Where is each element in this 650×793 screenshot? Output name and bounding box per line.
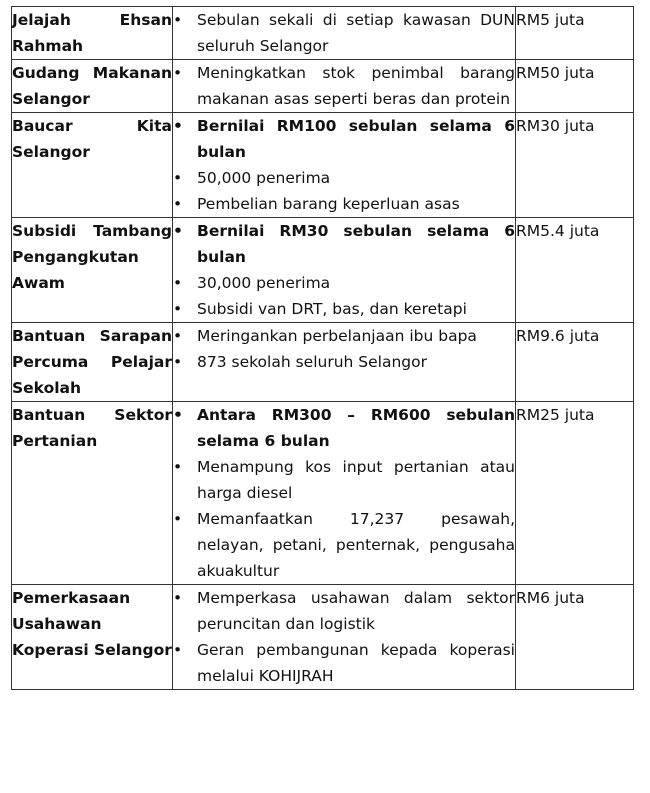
list-item — [173, 454, 515, 506]
list-item-text: 50,000 penerima — [197, 169, 331, 187]
list-item-text: Pembelian barang keperluan asas — [197, 195, 460, 213]
table-row — [12, 585, 634, 690]
list-item — [173, 637, 515, 689]
allocation-amount: RM30 juta — [516, 113, 634, 218]
bullet-icon: • — [173, 222, 183, 240]
list-item — [173, 7, 515, 59]
allocation-amount: RM5.4 juta — [516, 218, 634, 323]
bullet-icon: • — [173, 117, 183, 135]
list-item — [173, 402, 515, 454]
program-details — [173, 323, 516, 402]
list-item — [173, 60, 515, 112]
bullet-list — [173, 402, 515, 584]
list-item — [173, 296, 515, 322]
list-item — [173, 165, 515, 191]
program-details — [173, 402, 516, 585]
list-item — [173, 585, 515, 637]
list-item-text: Antara RM300 – RM600 sebulan selama 6 bulan — [197, 406, 515, 450]
list-item-text: Subsidi van DRT, bas, dan keretapi — [197, 300, 467, 318]
allocation-amount: RM6 juta — [516, 585, 634, 690]
bullet-icon: • — [173, 327, 183, 345]
bullet-list — [173, 113, 515, 217]
bullet-icon: • — [173, 195, 183, 213]
list-item — [173, 349, 515, 375]
bullet-icon: • — [173, 300, 183, 318]
list-item-text: Bernilai RM30 sebulan selama 6 bulan — [197, 222, 515, 266]
allocation-amount: RM9.6 juta — [516, 323, 634, 402]
table-row — [12, 218, 634, 323]
table-row — [12, 113, 634, 218]
program-name: Baucar Kita Selangor — [12, 113, 173, 218]
bullet-list — [173, 585, 515, 689]
bullet-list — [173, 60, 515, 112]
list-item-text: Meningkatkan stok penimbal barang makanan asas seperti beras dan protein — [197, 64, 515, 108]
program-details — [173, 7, 516, 60]
bullet-icon: • — [173, 510, 183, 528]
list-item — [173, 218, 515, 270]
bullet-icon: • — [173, 274, 183, 292]
list-item-text: Menampung kos input pertanian atau harga diesel — [197, 458, 515, 502]
list-item — [173, 113, 515, 165]
program-name: Bantuan Sarapan Percuma Pelajar Sekolah — [12, 323, 173, 402]
table-row — [12, 402, 634, 585]
program-name: Jelajah Ehsan Rahmah — [12, 7, 173, 60]
bullet-icon: • — [173, 169, 183, 187]
list-item-text: Bernilai RM100 sebulan selama 6 bulan — [197, 117, 515, 161]
list-item-text: Sebulan sekali di setiap kawasan DUN seluruh Selangor — [197, 11, 515, 55]
bullet-icon: • — [173, 589, 183, 607]
allocation-amount: RM5 juta — [516, 7, 634, 60]
allocation-amount: RM25 juta — [516, 402, 634, 585]
list-item — [173, 270, 515, 296]
bullet-list — [173, 323, 515, 375]
table-row — [12, 60, 634, 113]
list-item-text: 30,000 penerima — [197, 274, 331, 292]
bullet-list — [173, 7, 515, 59]
list-item-text: Memanfaatkan 17,237 pesawah, nelayan, petani, penternak, pengusaha akuakultur — [197, 510, 515, 580]
list-item — [173, 323, 515, 349]
table-row — [12, 323, 634, 402]
program-details — [173, 585, 516, 690]
bullet-icon: • — [173, 406, 183, 424]
list-item-text: Memperkasa usahawan dalam sektor peruncitan dan logistik — [197, 589, 515, 633]
program-name: Gudang Makanan Selangor — [12, 60, 173, 113]
aid-programs-table — [11, 6, 634, 690]
list-item — [173, 506, 515, 584]
list-item-text: 873 sekolah seluruh Selangor — [197, 353, 427, 371]
bullet-icon: • — [173, 64, 183, 82]
program-name: Bantuan Sektor Pertanian — [12, 402, 173, 585]
list-item-text: Meringankan perbelanjaan ibu bapa — [197, 327, 477, 345]
program-details — [173, 113, 516, 218]
program-name: Subsidi Tambang Pengangkutan Awam — [12, 218, 173, 323]
program-details — [173, 218, 516, 323]
bullet-icon: • — [173, 353, 183, 371]
bullet-icon: • — [173, 641, 183, 659]
bullet-list — [173, 218, 515, 322]
program-name: Pemerkasaan Usahawan Koperasi Selangor — [12, 585, 173, 690]
table-row — [12, 7, 634, 60]
bullet-icon: • — [173, 11, 183, 29]
list-item — [173, 191, 515, 217]
list-item-text: Geran pembangunan kepada koperasi melalui KOHIJRAH — [197, 641, 515, 685]
allocation-amount: RM50 juta — [516, 60, 634, 113]
bullet-icon: • — [173, 458, 183, 476]
program-details — [173, 60, 516, 113]
